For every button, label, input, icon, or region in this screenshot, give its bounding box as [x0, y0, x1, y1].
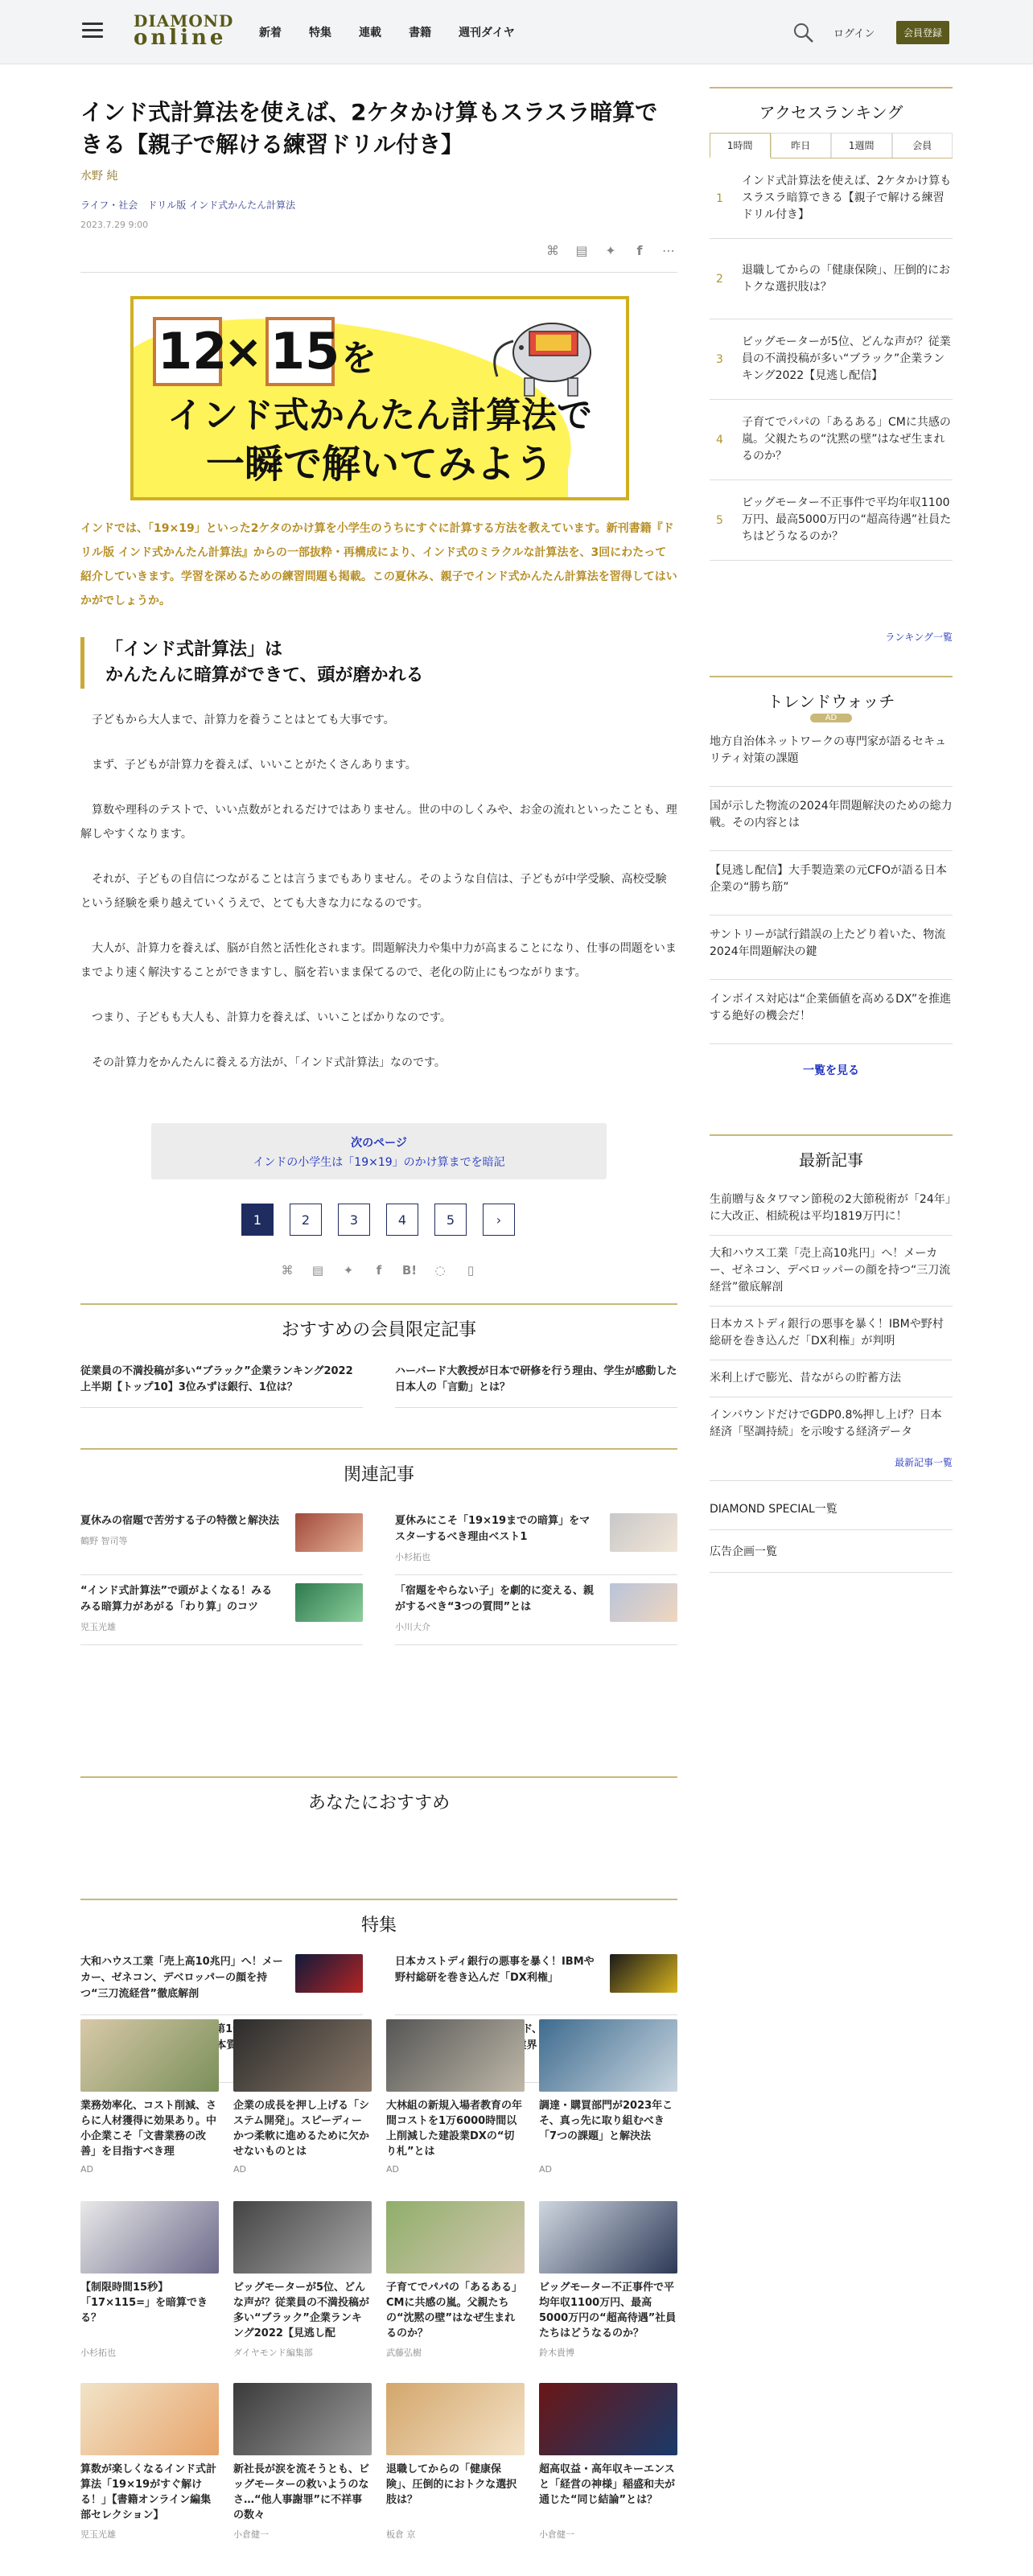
card-title: ビッグモーターが5位、どんな声が？従業員の不満投稿が多い“ブラック”企業ランキング2022【見逃し配 — [233, 2282, 370, 2339]
related-item[interactable] — [80, 1575, 363, 1645]
tab-members[interactable]: 会員 — [892, 133, 953, 158]
article-categories — [80, 198, 677, 212]
logo-line2: online — [134, 26, 227, 50]
recommend-heading: あなたにおすすめ — [307, 1793, 451, 1813]
card[interactable] — [539, 2383, 677, 2541]
section-heading — [80, 637, 677, 689]
paragraph: その計算力をかんたんに養える方法が、「インド式計算法」なのです。 — [92, 1056, 446, 1069]
category-link[interactable]: ライフ・社会 — [80, 200, 138, 211]
menu-icon[interactable] — [82, 23, 103, 39]
comment-icon[interactable]: ◌ — [434, 1263, 446, 1278]
related-thumbnail — [295, 1583, 363, 1622]
rank-number: 2 — [716, 272, 723, 286]
related-title: 夏休みの宿題で苦労する子の特徴と解決法 — [80, 1515, 280, 1527]
card-title: ビッグモーター不正事件で平均年収1100万円、最高5000万円の“超高待遇”社員たちはどうなるのか？ — [539, 2282, 677, 2339]
article-date: 2023.7.29 9:00 — [80, 220, 149, 230]
rank-number: 5 — [716, 513, 723, 527]
card-sub: 鈴木貴博 — [539, 2348, 574, 2358]
card-grid — [80, 2019, 677, 2175]
card-sub: 児玉光雄 — [80, 2529, 116, 2540]
rank-number: 4 — [716, 433, 723, 446]
card-title: 超高収益・高年収キーエンスと「経営の神様」稲盛和夫が通じた“同じ結論”とは？ — [539, 2463, 676, 2506]
next-page-arrow[interactable]: › — [483, 1204, 515, 1236]
page-3[interactable]: 3 — [338, 1204, 370, 1236]
rank-title: インド式計算法を使えば、2ケタかけ算もスラスラ暗算できる【親子で解ける練習ドリル付き】 — [742, 175, 952, 221]
related-author: 児玉光雄 — [80, 1622, 116, 1632]
card-title: 調達・購買部門が2023年こそ、真っ先に取り組むべき「7つの課題」と解決法 — [539, 2100, 673, 2142]
card-sub: 小杉拓也 — [80, 2348, 116, 2358]
trend-heading: トレンドウォッチ — [767, 692, 895, 711]
latest-item[interactable]: 生前贈与＆タワマン節税の2大節税術が「24年」に大改正、相続税は平均1819万円に！ — [710, 1182, 953, 1236]
divider — [80, 272, 677, 273]
ad-badge: AD — [810, 714, 852, 722]
card-sub: AD — [386, 2164, 399, 2175]
card-title: 子育てでパパの「あるある」CMに共感の嵐。父親たちの“沈黙の壁”はなぜ生まれるのか？ — [386, 2282, 523, 2339]
ad-planning-link[interactable]: 広告企画一覧 — [710, 1530, 953, 1573]
hatena-icon[interactable]: B! — [401, 1263, 418, 1278]
members-heading: おすすめの会員限定記事 — [281, 1320, 477, 1340]
card-sub: AD — [233, 2164, 246, 2175]
card-sub: AD — [539, 2164, 552, 2175]
bookmark-icon[interactable]: ▯ — [467, 1263, 475, 1278]
trend-item[interactable]: 地方自治体ネットワークの専門家が語るセキュリティ対策の課題 — [710, 722, 953, 787]
pagination — [241, 1204, 515, 1236]
ranking-item[interactable] — [710, 239, 953, 319]
article-author[interactable]: 水野 純 — [80, 170, 118, 183]
related-thumbnail — [610, 1513, 677, 1552]
site-header — [0, 0, 1033, 64]
card[interactable] — [233, 2019, 372, 2175]
rank-title: ビッグモーターが5位、どんな声が？従業員の不満投稿が多い“ブラック”企業ランキング2022【見逃し配信】 — [742, 335, 951, 382]
twitter-icon[interactable]: ✦ — [343, 1263, 354, 1278]
members-section — [80, 1303, 677, 1408]
facebook-icon[interactable]: f — [636, 242, 643, 258]
related-title: “インド式計算法”で頭がよくなる！みるみる暗算力があがる「わり算」のコツ — [80, 1585, 273, 1613]
sidebar — [710, 87, 953, 1573]
trend-item[interactable]: サントリーが試行錯誤の上たどり着いた、物流2024年問題解決の鍵 — [710, 916, 953, 980]
ranking-item[interactable] — [710, 319, 953, 400]
more-icon[interactable]: ⋯ — [662, 242, 675, 258]
ranking-item[interactable] — [710, 158, 953, 239]
card-image — [386, 2383, 525, 2455]
trend-item[interactable]: 【見逃し配信】大手製造業の元CFOが語る日本企業の“勝ち筋” — [710, 851, 953, 916]
ranking-heading: アクセスランキング — [759, 103, 903, 122]
card-sub: 武藤弘樹 — [386, 2348, 422, 2358]
card[interactable] — [80, 2383, 219, 2541]
rank-title: 子育てでパパの「あるある」CMに共感の嵐。父親たちの“沈黙の壁”はなぜ生まれるのか？ — [742, 416, 951, 463]
page-2[interactable]: 2 — [290, 1204, 322, 1236]
facebook-icon[interactable]: f — [376, 1263, 382, 1278]
card-image — [80, 2383, 219, 2455]
card-image — [233, 2019, 372, 2092]
diamond-special-link[interactable]: DIAMOND SPECIAL一覧 — [710, 1488, 953, 1530]
related-author: 小杉拓也 — [395, 1552, 430, 1562]
ranking-item[interactable] — [710, 480, 953, 561]
rank-title: 退職してからの「健康保険」、圧倒的におトクな選択肢は？ — [742, 263, 950, 294]
search-icon[interactable] — [792, 21, 816, 45]
trend-item[interactable]: インボイス対応は“企業価値を高めるDX”を推進する絶好の機会だ！ — [710, 980, 953, 1044]
trend-box — [710, 676, 953, 1078]
related-author: 小川大介 — [395, 1622, 430, 1632]
trend-more-link[interactable]: 一覧を見る — [803, 1064, 859, 1077]
clip-icon[interactable]: ⌘ — [281, 1263, 294, 1278]
next-page-title: インドの小学生は「19×19」のかけ算までを暗記 — [253, 1156, 505, 1169]
paragraph: 子どもから大人まで、計算力を養うことはとても大事です。 — [92, 714, 395, 726]
print-icon[interactable]: ▤ — [575, 242, 588, 258]
hero-wo: を — [341, 338, 377, 379]
article-lead: インドでは、「19×19」といった2ケタのかけ算を小学生のうちにすぐに計算する方法を教えています。新刊書籍『ドリル版 インド式かんたん計算法』からの一部抜粋・再構成により、インド式のミラクルな計算法を、3回にわたって紹介していきます。学習を深めるための練習問題も掲載。この夏休み、親子でインド式かんたん計算法を習得してはいかがでしょうか。 — [80, 522, 677, 607]
related-title: 夏休みにこそ「19×19までの暗算」をマスターするべき理由ベスト1 — [395, 1515, 591, 1543]
card-title: 新社長が涙を流そうとも、ビッグモーターの救いようのなさ…“他人事謝罪”に不祥事の数々 — [233, 2463, 370, 2521]
latest-item[interactable]: 日本カストディ銀行の悪事を暴く！IBMや野村総研を巻き込んだ「DX利権」が判明 — [710, 1307, 953, 1360]
nav-books[interactable]: 書籍 — [409, 27, 431, 39]
card-sub: 小倉健一 — [233, 2529, 269, 2540]
login-link[interactable]: ログイン — [833, 28, 875, 40]
nav-series[interactable]: 連載 — [359, 27, 381, 39]
card[interactable] — [386, 2383, 525, 2541]
card[interactable] — [233, 2383, 372, 2541]
recommend-section — [80, 1776, 677, 1897]
card-sub: AD — [80, 2164, 93, 2175]
card-image — [80, 2201, 219, 2274]
page-1[interactable]: 1 — [241, 1204, 274, 1236]
card[interactable] — [80, 2201, 219, 2359]
register-button[interactable]: 会員登録 — [896, 21, 949, 44]
ranking-tabs — [710, 133, 953, 158]
special-title: 日本カストディ銀行の悪事を暴く！IBMや野村総研を巻き込んだ「DX利権」 — [395, 1956, 595, 1984]
latest-more-link[interactable]: 最新記事一覧 — [710, 1455, 953, 1481]
share-bar-bottom — [278, 1261, 479, 1279]
rank-number: 1 — [716, 191, 723, 205]
related-thumbnail — [610, 1583, 677, 1622]
paragraph: それが、子どもの自信につながることは言うまでもありません。そのような自信は、子どもが中学受験、高校受験という経験を乗り越えていくうえで、とても大きな力になるのです。 — [80, 873, 667, 910]
tab-yesterday[interactable]: 昨日 — [771, 133, 832, 158]
page-4[interactable]: 4 — [386, 1204, 418, 1236]
card-title: 大林組の新規入場者教育の年間コストを1万6000時間以上削減した建設業DXの“切り札”とは — [386, 2100, 523, 2158]
paragraph: 算数や理科のテストで、いい点数がとれるだけではありません。世の中のしくみや、お金の流れといったことも、理解しやすくなります。 — [80, 804, 677, 841]
card-grid — [80, 2201, 677, 2359]
card[interactable] — [386, 2201, 525, 2359]
card-sub: 板倉 京 — [386, 2529, 416, 2540]
trend-item[interactable]: 国が示した物流の2024年問題解決のための総力戦。その内容とは — [710, 787, 953, 851]
hero-times: × — [224, 324, 263, 379]
ranking-box — [710, 87, 953, 644]
card-grid — [80, 2383, 677, 2541]
hero-line3: 一瞬で解いてみよう — [205, 442, 554, 487]
card-image — [80, 2019, 219, 2092]
card-image — [539, 2201, 677, 2274]
section-heading-line2: かんたんに暗算ができて、頭が磨かれる — [105, 665, 424, 685]
site-logo[interactable] — [134, 13, 233, 48]
nav-special[interactable]: 特集 — [309, 27, 331, 39]
card-title: 算数が楽しくなるインド式計算法「19×19がすぐ解ける！」【書籍オンライン編集部セレクション】 — [80, 2463, 217, 2521]
related-author: 鶴野 智司等 — [80, 1536, 128, 1546]
paragraph: つまり、子どもも大人も、計算力を養えば、いいことばかりなのです。 — [92, 1011, 451, 1024]
card-image — [539, 2383, 677, 2455]
special-heading: 特集 — [360, 1916, 397, 1936]
category-link[interactable]: ドリル版 インド式かんたん計算法 — [147, 200, 296, 211]
tab-hour[interactable]: 1時間 — [710, 133, 771, 158]
next-page-link[interactable] — [151, 1123, 607, 1179]
twitter-icon[interactable]: ✦ — [605, 242, 616, 258]
nav-weekly[interactable]: 週刊ダイヤ — [459, 27, 515, 39]
paragraph: まず、子どもが計算力を養えば、いいことがたくさんあります。 — [92, 759, 417, 772]
card-sub: 小倉健一 — [539, 2529, 574, 2540]
page-5[interactable]: 5 — [434, 1204, 467, 1236]
latest-item[interactable]: 米利上げで膨光、昔ながらの貯蓄方法 — [710, 1360, 953, 1397]
paragraph: 大人が、計算力を養えば、脳が自然と活性化されます。問題解決力や集中力が高まることになり、仕事の問題をいままでより速く解決することができますし、脳を若いまま保てるので、老化の防止にもつながります。 — [80, 942, 677, 979]
special-thumbnail — [295, 1954, 363, 1993]
card-title: 業務効率化、コスト削減、さらに人材獲得に効果あり。中小企業こそ「文書業務の改善」を目指すべき理 — [80, 2100, 217, 2158]
related-item[interactable] — [80, 1505, 363, 1575]
related-title: 「宿題をやらない子」を劇的に変える、親がするべき“3つの質問”とは — [395, 1585, 595, 1613]
rank-title: ビッグモーター不正事件で平均年収1100万円、最高5000万円の“超高待遇”社員たちはどうなるのか？ — [742, 496, 952, 543]
members-item[interactable]: ハーバード大教授が日本で研修を行う理由、学生が感動した日本人の「言動」とは？ — [395, 1364, 677, 1408]
section-heading-line1: 「インド式計算法」は — [105, 640, 283, 660]
clip-icon[interactable]: ⌘ — [546, 242, 559, 258]
card-title: 退職してからの「健康保険」、圧倒的におトクな選択肢は？ — [386, 2463, 517, 2506]
card[interactable] — [386, 2019, 525, 2175]
card[interactable] — [233, 2201, 372, 2359]
members-item[interactable]: 従業員の不満投稿が多い“ブラック”企業ランキング2022上半期【トップ10】3位みずほ銀行、1位は？ — [80, 1364, 363, 1408]
ranking-item[interactable] — [710, 400, 953, 480]
card-image — [386, 2201, 525, 2274]
hero-number-1: 12 — [158, 322, 228, 381]
related-item[interactable] — [395, 1505, 677, 1575]
card-image — [233, 2201, 372, 2274]
card-sub: ダイヤモンド編集部 — [233, 2348, 313, 2358]
hero-line2: インド式かんたん計算法で — [167, 395, 592, 436]
article-column — [80, 97, 677, 2542]
special-thumbnail — [610, 1954, 677, 1993]
article-body — [80, 708, 677, 1096]
latest-box — [710, 1134, 953, 1481]
related-section — [80, 1448, 677, 1645]
related-item[interactable] — [395, 1575, 677, 1645]
hero-number-2: 15 — [270, 322, 340, 381]
card-title: 【制限時間15秒】「17×115=」を暗算できる？ — [80, 2282, 208, 2324]
nav-new[interactable]: 新着 — [259, 27, 282, 39]
latest-item[interactable]: インバウンドだけでGDP0.8%押し上げ？日本経済「堅調持続」を示唆する経済データ — [710, 1409, 942, 1438]
card-title: 企業の成長を押し上げる「システム開発」。スピーディーかつ柔軟に進めるために欠かせないものとは — [233, 2100, 370, 2158]
tab-week[interactable]: 1週間 — [831, 133, 892, 158]
logo-line1: DIAMOND — [134, 11, 234, 31]
article-title: インド式計算法を使えば、2ケタかけ算もスラスラ暗算できる【親子で解ける練習ドリル付き】 — [80, 99, 658, 158]
latest-heading: 最新記事 — [799, 1150, 863, 1170]
card-image — [233, 2383, 372, 2455]
card[interactable] — [80, 2019, 219, 2175]
card-image — [539, 2019, 677, 2092]
special-item[interactable] — [80, 1948, 363, 2015]
ranking-more-link[interactable]: ランキング一覧 — [885, 632, 953, 643]
print-icon[interactable]: ▤ — [311, 1263, 324, 1278]
rank-number: 3 — [716, 352, 723, 366]
latest-item[interactable]: 大和ハウス工業「売上高10兆円」へ！メーカー、ゼネコン、デベロッパーの顔を持つ“三刀流経営”徹底解剖 — [710, 1236, 953, 1307]
related-heading: 関連記事 — [343, 1465, 414, 1485]
related-thumbnail — [295, 1513, 363, 1552]
hero-image — [130, 296, 629, 500]
card[interactable] — [539, 2019, 677, 2175]
share-bar-top — [544, 241, 677, 259]
special-item[interactable] — [395, 1948, 677, 2015]
card-image — [386, 2019, 525, 2092]
special-title: 大和ハウス工業「売上高10兆円」へ！メーカー、ゼネコン、デベロッパーの顔を持つ“三刀流経営”徹底解剖 — [80, 1956, 283, 2000]
next-page-label: 次のページ — [351, 1137, 407, 1150]
card[interactable] — [539, 2201, 677, 2359]
global-nav — [259, 24, 515, 40]
